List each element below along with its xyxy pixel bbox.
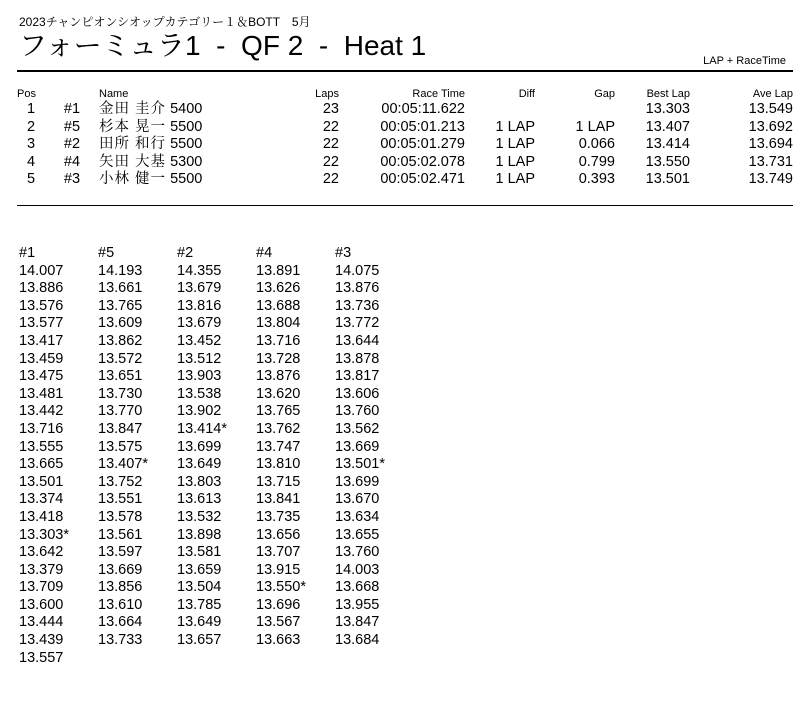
result-row [17,171,793,189]
machine-number: 5500 [170,118,203,135]
driver-name-cell [99,119,289,137]
lap-time: 13.876 [335,280,380,297]
lap-time: 13.760 [335,544,380,561]
lap-time: 13.684 [335,632,380,649]
lap-time: 13.374 [19,491,64,508]
lap-time: 13.862 [98,332,143,349]
diff-cell: 1 LAP [495,153,535,170]
ave-lap-cell: 13.749 [748,171,793,187]
lap-time: 13.804 [256,315,301,332]
lap-time: 13.716 [19,420,64,437]
lap-time: 13.765 [98,297,143,314]
lap-time: 13.634 [335,508,380,525]
lap-time: 13.669 [335,438,380,455]
gap-cell [535,101,615,119]
lap-time: 13.644 [335,332,380,349]
col-header-number [45,87,99,101]
lap-time: 13.670 [335,491,380,508]
lap-time: 13.567 [256,614,301,631]
lap-time: 13.642 [19,544,64,561]
lap-time: 13.613 [177,491,222,508]
lap-time: 13.504 [177,579,222,596]
lap-time: 13.626 [256,280,301,297]
lap-time: 14.003 [335,561,380,578]
machine-number: 5300 [170,153,203,170]
lap-time: 13.600 [19,596,64,613]
lap-time: 13.847 [98,420,143,437]
lap-time: 13.576 [19,297,64,314]
lap-time: 13.663 [256,632,301,649]
lap-time: 13.557 [19,649,64,666]
lap-time: 13.760 [335,403,380,420]
pos-cell: 2 [26,118,36,135]
lap-time: 13.898 [177,526,222,543]
col-header-laps: Laps [315,88,339,100]
lap-column [98,245,177,667]
race-time-cell: 00:05:02.471 [380,171,465,187]
event-subtitle: 2023チャンピオンシオップカテゴリー１＆BOTT 5月 [19,15,311,29]
lap-time: 13.664 [98,614,143,631]
lap-time: 13.772 [335,315,380,332]
lap-time: 13.501* [335,456,385,473]
results-divider [17,205,793,206]
lap-time: 13.733 [98,632,143,649]
lap-time: 14.007 [19,262,64,279]
race-time-cell: 00:05:01.213 [380,118,465,135]
col-header-gap: Gap [594,88,615,100]
lap-time: 13.762 [256,420,301,437]
lap-time: 13.475 [19,368,64,385]
pos-cell: 1 [26,101,36,117]
lap-time: 13.903 [177,368,222,385]
results-table [17,87,793,189]
laps-cell: 22 [322,136,339,152]
lap-time: 13.418 [19,508,64,525]
lap-time: 13.669 [98,561,143,578]
results-header-row [17,87,793,101]
driver-name-cell [99,171,289,189]
laps-cell: 22 [322,171,339,187]
ave-lap-cell: 13.731 [748,153,793,170]
lap-time: 13.481 [19,385,64,402]
best-lap-cell: 13.550 [645,153,690,170]
driver-name: 田所 和行 [99,136,167,152]
lap-time: 13.715 [256,473,301,490]
lap-time: 13.785 [177,596,222,613]
lap-time: 13.665 [19,456,64,473]
col-header-ave-lap: Ave Lap [752,88,793,100]
lap-time: 13.847 [335,614,380,631]
lap-column-header: #4 [256,245,273,261]
driver-name: 小林 健一 [99,171,167,187]
lap-time: 13.699 [177,438,222,455]
lap-time: 13.878 [335,350,380,367]
race-time-cell: 00:05:02.078 [380,153,465,170]
lap-time: 13.501 [19,473,64,490]
laps-cell: 22 [322,118,339,135]
lap-time: 13.407* [98,456,148,473]
lap-time: 13.668 [335,579,380,596]
driver-name-cell [99,136,289,154]
col-header-pos: Pos [17,88,36,100]
lap-time: 13.577 [19,315,64,332]
best-lap-cell: 13.303 [645,101,690,117]
lap-time: 13.459 [19,350,64,367]
kart-number-cell: #3 [63,171,81,187]
driver-name-cell [99,154,289,172]
lap-time: 13.841 [256,491,301,508]
lap-time: 13.915 [256,561,301,578]
ave-lap-cell: 13.694 [748,136,793,152]
result-row [17,101,793,119]
laps-cell: 22 [322,153,339,170]
lap-time: 13.752 [98,473,143,490]
kart-number-cell: #5 [63,118,81,135]
lap-column-header: #2 [177,245,194,261]
report-mode-label: LAP + RaceTime [703,55,786,67]
lap-time: 13.620 [256,385,301,402]
lap-time: 13.649 [177,614,222,631]
kart-number-cell: #4 [63,153,81,170]
diff-cell [465,101,535,119]
col-header-best-lap: Best Lap [646,88,690,100]
lap-time: 13.610 [98,596,143,613]
lap-time: 13.656 [256,526,301,543]
lap-time: 14.193 [98,262,143,279]
lap-time: 13.730 [98,385,143,402]
laps-cell: 23 [322,101,339,117]
pos-cell: 5 [26,171,36,187]
gap-cell: 1 LAP [575,118,615,135]
lap-time: 13.688 [256,297,301,314]
lap-time: 13.561 [98,526,143,543]
lap-time: 13.651 [98,368,143,385]
race-time-cell: 00:05:01.279 [380,136,465,152]
lap-time: 13.810 [256,456,301,473]
col-header-race-time: Race Time [412,88,465,100]
best-lap-cell: 13.501 [645,171,690,187]
diff-cell: 1 LAP [495,136,535,152]
machine-number: 5500 [170,171,203,187]
gap-cell: 0.799 [578,153,615,170]
lap-time: 13.562 [335,420,380,437]
lap-time: 13.444 [19,614,64,631]
lap-time: 13.696 [256,596,301,613]
machine-number: 5500 [170,136,203,152]
lap-time: 13.555 [19,438,64,455]
lap-time: 13.578 [98,508,143,525]
driver-name-cell [99,101,289,119]
lap-time: 13.765 [256,403,301,420]
lap-column [256,245,335,667]
gap-cell: 0.393 [578,171,615,187]
lap-time: 13.303* [19,526,69,543]
lap-time: 13.551 [98,491,143,508]
lap-column [335,245,414,667]
lap-time: 13.709 [19,579,64,596]
lap-time: 13.572 [98,350,143,367]
lap-column [177,245,256,667]
lap-time: 13.581 [177,544,222,561]
lap-column-header: #3 [335,245,352,261]
lap-time: 13.728 [256,350,301,367]
lap-time: 13.699 [335,473,380,490]
page-title: フォーミュラ1 - QF 2 - Heat 1 [19,30,427,61]
pos-cell: 4 [26,153,36,170]
lap-column-header: #1 [19,245,36,261]
best-lap-cell: 13.414 [645,136,690,152]
machine-number: 5400 [170,101,203,117]
lap-column [19,245,98,667]
lap-time: 13.856 [98,579,143,596]
lap-time: 13.649 [177,456,222,473]
lap-time: 13.550* [256,579,306,596]
race-time-cell: 00:05:11.622 [381,101,465,117]
lap-time: 13.452 [177,332,222,349]
result-row [17,154,793,172]
lap-time: 13.747 [256,438,301,455]
lap-time: 13.659 [177,561,222,578]
lap-time: 13.512 [177,350,222,367]
kart-number-cell: #1 [63,101,81,117]
lap-time: 13.816 [177,297,222,314]
lap-time: 13.679 [177,280,222,297]
lap-time: 13.657 [177,632,222,649]
lap-time: 13.736 [335,297,380,314]
ave-lap-cell: 13.549 [748,101,793,117]
gap-cell: 0.066 [578,136,615,152]
lap-time: 13.439 [19,632,64,649]
driver-name: 矢田 大基 [99,153,167,170]
lap-time: 13.597 [98,544,143,561]
lap-time: 13.414* [177,420,227,437]
lap-time: 13.442 [19,403,64,420]
header-divider [17,70,793,72]
lap-time: 14.355 [177,262,222,279]
lap-column-header: #5 [98,245,115,261]
driver-name: 金田 圭介 [99,101,167,117]
result-row [17,119,793,137]
col-header-diff: Diff [518,88,535,100]
lap-time: 13.955 [335,596,380,613]
col-header-name: Name [99,88,129,100]
lap-time: 14.075 [335,262,380,279]
lap-time: 13.891 [256,262,301,279]
lap-time: 13.379 [19,561,64,578]
lap-time: 13.538 [177,385,222,402]
lap-time: 13.606 [335,385,380,402]
lap-time: 13.716 [256,332,301,349]
lap-time: 13.417 [19,332,64,349]
result-row [17,136,793,154]
lap-time: 13.707 [256,544,301,561]
lap-times-grid [19,245,414,667]
pos-cell: 3 [26,136,36,152]
best-lap-cell: 13.407 [645,118,690,135]
driver-name: 杉本 晃一 [99,118,167,135]
lap-time: 13.902 [177,403,222,420]
lap-time: 13.609 [98,315,143,332]
diff-cell: 1 LAP [495,171,535,187]
diff-cell: 1 LAP [495,118,535,135]
ave-lap-cell: 13.692 [748,118,793,135]
lap-time: 13.770 [98,403,143,420]
lap-time: 13.803 [177,473,222,490]
lap-time: 13.817 [335,368,380,385]
lap-time: 13.886 [19,280,64,297]
lap-time: 13.655 [335,526,380,543]
lap-time: 13.735 [256,508,301,525]
lap-time: 13.679 [177,315,222,332]
lap-time: 13.661 [98,280,143,297]
kart-number-cell: #2 [63,136,81,152]
lap-time: 13.532 [177,508,222,525]
lap-time: 13.575 [98,438,143,455]
lap-time: 13.876 [256,368,301,385]
